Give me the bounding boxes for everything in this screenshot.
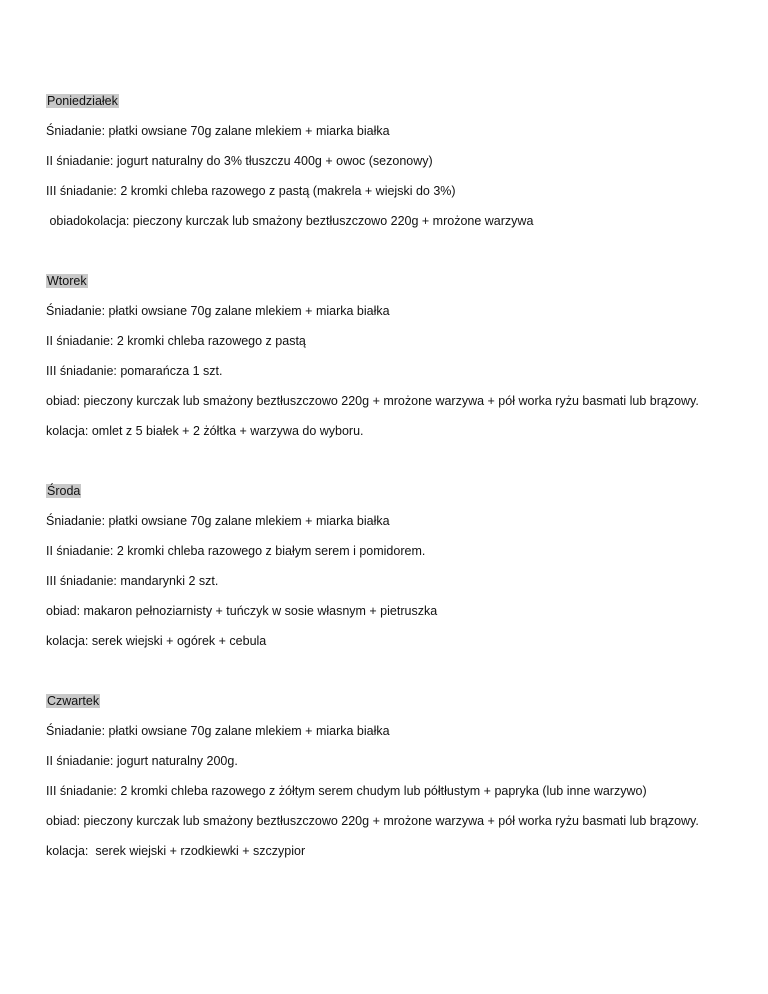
day-heading-monday — [46, 93, 119, 109]
meal-line: III śniadanie: mandarynki 2 szt. — [46, 574, 219, 588]
meal-line: II śniadanie: 2 kromki chleba razowego z białym serem i pomidorem. — [46, 544, 426, 558]
day-heading-wednesday — [46, 483, 81, 499]
meal-line: obiadokolacja: pieczony kurczak lub smażony beztłuszczowo 220g + mrożone warzywa — [46, 214, 534, 228]
meal-line: III śniadanie: pomarańcza 1 szt. — [46, 364, 223, 378]
day-heading-label: Środa — [47, 484, 81, 498]
meal-line: obiad: pieczony kurczak lub smażony beztłuszczowo 220g + mrożone warzywa + pół worka ryżu basmati lub brązowy. — [46, 814, 699, 828]
meal-line: Śniadanie: płatki owsiane 70g zalane mlekiem + miarka białka — [46, 304, 390, 318]
meal-line: kolacja: omlet z 5 białek + 2 żółtka + warzywa do wyboru. — [46, 424, 364, 438]
day-heading-tuesday — [46, 273, 88, 289]
day-heading-label: Wtorek — [47, 274, 87, 288]
meal-line: obiad: pieczony kurczak lub smażony beztłuszczowo 220g + mrożone warzywa + pół worka ryżu basmati lub brązowy. — [46, 394, 699, 408]
meal-line: kolacja: serek wiejski + rzodkiewki + szczypior — [46, 844, 306, 858]
meal-line: III śniadanie: 2 kromki chleba razowego z żółtym serem chudym lub półtłustym + papryka (lub inne warzywo) — [46, 784, 647, 798]
day-heading-thursday — [46, 693, 100, 709]
meal-line: II śniadanie: jogurt naturalny do 3% tłuszczu 400g + owoc (sezonowy) — [46, 154, 433, 168]
meal-line: II śniadanie: jogurt naturalny 200g. — [46, 754, 238, 768]
day-heading-label: Poniedziałek — [47, 94, 118, 108]
day-heading-label: Czwartek — [47, 694, 100, 708]
meal-line: III śniadanie: 2 kromki chleba razowego z pastą (makrela + wiejski do 3%) — [46, 184, 456, 198]
meal-line: Śniadanie: płatki owsiane 70g zalane mlekiem + miarka białka — [46, 724, 390, 738]
meal-line: Śniadanie: płatki owsiane 70g zalane mlekiem + miarka białka — [46, 514, 390, 528]
meal-line: kolacja: serek wiejski + ogórek + cebula — [46, 634, 267, 648]
meal-line: obiad: makaron pełnoziarnisty + tuńczyk w sosie własnym + pietruszka — [46, 604, 438, 618]
meal-line: II śniadanie: 2 kromki chleba razowego z pastą — [46, 334, 306, 348]
meal-line: Śniadanie: płatki owsiane 70g zalane mlekiem + miarka białka — [46, 124, 390, 138]
